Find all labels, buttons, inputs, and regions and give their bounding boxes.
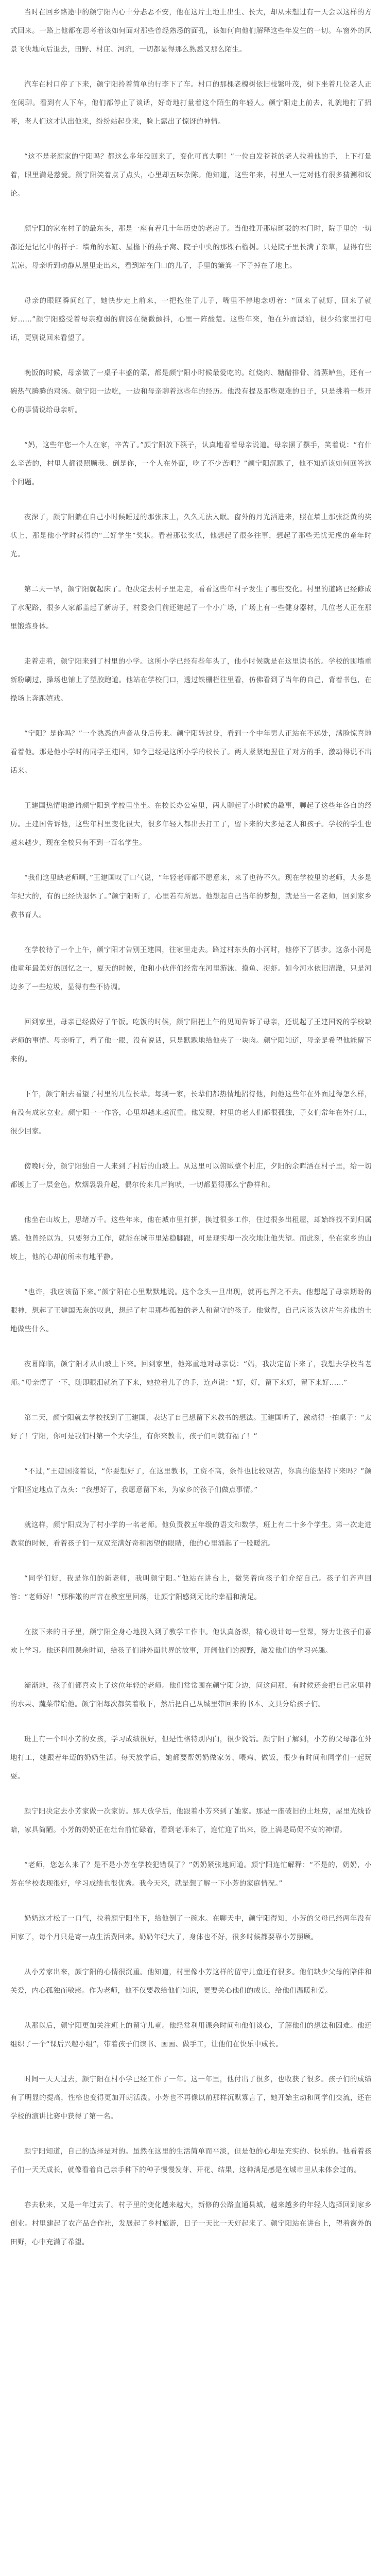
paragraph: 夜幕降临，颜宁阳才从山坡上下来。回到家里，他郑重地对母亲说：“妈，我决定留下来了，我想去学校当老师。”母亲愣了一下，随即眼泪就流了下来，她拉着儿子的手，连声说：“好，好，留下来好，留下来好……” bbox=[10, 1360, 372, 1387]
paragraph: 王建国热情地邀请颜宁阳到学校里坐坐。在校长办公室里，两人聊起了小时候的趣事，聊起了这些年各自的经历。王建国告诉他，这些年村里变化很大，很多年轻人都出去打工了，留下来的大多是老人和孩子。学校的学生也越来越少，现在全校只有不到一百名学生。 bbox=[10, 802, 372, 847]
paragraph: 夜深了，颜宁阳躺在自己小时候睡过的那张床上，久久无法入眠。窗外的月光洒进来，照在墙上那张泛黄的奖状上，那是他小学时获得的“三好学生”奖状。看着那张奖状，他想起了很多往事，想起了那些无忧无虑的童年时光。 bbox=[10, 513, 372, 558]
paragraph: 晚饭的时候，母亲做了一桌子丰盛的菜，都是颜宁阳小时候最爱吃的。红烧肉、糖醋排骨、清蒸鲈鱼，还有一碗热气腾腾的鸡汤。颜宁阳一边吃，一边和母亲聊着这些年的经历。他没有提及那些艰难的日子，只是挑着一些开心的事情说给母亲听。 bbox=[10, 369, 372, 414]
paragraph: 第二天，颜宁阳就去学校找到了王建国，表达了自己想留下来教书的想法。王建国听了，激动得一拍桌子：“太好了！宁阳，你可是我们村第一个大学生，有你来教书，孩子们可就有福了！” bbox=[10, 1414, 372, 1440]
paragraph: 下午，颜宁阳去看望了村里的几位长辈。每到一家，长辈们都热情地招待他，问他这些年在外面过得怎么样，有没有成家立业。颜宁阳一一作答，心里却越来越沉重。他发现，村里的老人们都很孤独，子女们常年在外打工，很少回家。 bbox=[10, 1090, 372, 1136]
paragraph: 从小芳家出来，颜宁阳的心情很沉重。他知道，村里像小芳这样的留守儿童还有很多。他们缺少父母的陪伴和关爱，内心孤独而敏感。作为老师，他不仅要教给他们知识，更要关心他们的成长，给他们温暖和爱。 bbox=[10, 1968, 372, 1995]
paragraph: “这不是老颜家的宁阳吗？都这么多年没回来了，变化可真大啊！”一位白发苍苍的老人拉着他的手，上下打量着，眼里满是慈爱。颜宁阳笑着点了点头，心里却五味杂陈。他知道，这些年来，村里人一定对他有很多猜测和议论。 bbox=[10, 152, 372, 198]
paragraph: 颜宁阳的家在村子的最东头，那是一座有着几十年历史的老房子。当他推开那扇斑驳的木门时，院子里的一切都还是记忆中的样子：墙角的水缸、屋檐下的燕子窝、院子中央的那棵石榴树。只是院子里长满了杂草，显得有些荒凉。母亲听到动静从屋里走出来，看到站在门口的儿子，手里的簸箕一下子掉在了地上。 bbox=[10, 225, 372, 270]
paragraph: 颜宁阳决定去小芳家做一次家访。那天放学后，他跟着小芳来到了她家。那是一座破旧的土坯房，屋里光线昏暗，家具简陋。小芳的奶奶正在灶台前忙碌着，看到老师来了，连忙迎了出来，脸上满是局促不安的神情。 bbox=[10, 1807, 372, 1834]
paragraph: “同学们好，我是你们的新老师，我叫颜宁阳。”他站在讲台上，微笑着向孩子们介绍自己。孩子们齐声回答：“老师好！”那稚嫩的声音在教室里回荡，让颜宁阳感到无比的幸福和满足。 bbox=[10, 1574, 372, 1601]
paragraph: 汽车在村口停了下来，颜宁阳拎着简单的行李下了车。村口的那棵老槐树依旧枝繁叶茂，树下坐着几位老人正在闲聊。看到有人下车，他们都停止了谈话，好奇地打量着这个陌生的年轻人。颜宁阳走上前去，礼貌地打了招呼，老人们这才认出他来，纷纷站起身来，脸上露出了惊讶的神情。 bbox=[10, 80, 372, 126]
paragraph: “我们这里缺老师啊，”王建国叹了口气说，“年轻老师都不愿意来，来了也待不久。现在学校里的老师，大多是年纪大的，有的已经快退休了。”颜宁阳听了，心里若有所思。他想起自己当年的梦想，就是当一名老师，回到家乡教书育人。 bbox=[10, 874, 372, 919]
paragraph: “妈，这些年您一个人在家，辛苦了。”颜宁阳放下筷子，认真地看着母亲说道。母亲摆了摆手，笑着说：“有什么辛苦的，村里人都很照顾我。倒是你，一个人在外面，吃了不少苦吧？”颜宁阳沉默了，他不知道该如何回答这个问题。 bbox=[10, 441, 372, 486]
paragraph: 当时在回乡路途中的颜宁阳内心十分忐忑不安，他在这片土地上出生、长大，却从未想过有一天会以这样的方式回来。一路上他都在思考着该如何面对那些曾经熟悉的面孔，该如何向他们解释这些年发生的一切。车窗外的风景飞快地向后退去，田野、村庄、河流，一切都显得那么熟悉又那么陌生。 bbox=[10, 8, 372, 54]
paragraph: 就这样，颜宁阳成为了村小学的一名老师。他负责教五年级的语文和数学，班上有二十多个学生。第一次走进教室的时候，看着孩子们一双双充满好奇和渴望的眼睛，他的心里涌起了一股暖流。 bbox=[10, 1521, 372, 1548]
paragraph: 时间一天天过去，颜宁阳在村小学已经工作了一年。这一年里，他付出了很多，也收获了很多。孩子们的成绩有了明显的提高，性格也变得更加开朗活泼。小芳也不再像以前那样沉默寡言了，她开始主动和同学们交流，还在学校的演讲比赛中获得了第一名。 bbox=[10, 2075, 372, 2121]
paragraph: 班上有一个叫小芳的女孩，学习成绩很好，但是性格特别内向，很少说话。颜宁阳了解到，小芳的父母都在外地打工，她跟着年迈的奶奶生活。每天放学后，她都要帮奶奶做家务、喂鸡、做饭，很少有时间和同学们一起玩耍。 bbox=[10, 1735, 372, 1781]
paragraph: 颜宁阳知道，自己的选择是对的。虽然在这里的生活简单而平淡，但是他的心却是充实的、快乐的。他看着孩子们一天天成长，就像看着自己亲手种下的种子慢慢发芽、开花、结果，这种满足感是在城市里从未体会过的。 bbox=[10, 2147, 372, 2174]
paragraph: 回到家里，母亲已经做好了午饭。吃饭的时候，颜宁阳把上午的见闻告诉了母亲，还说起了王建国说的学校缺老师的事情。母亲听了，看了他一眼，没有说话，只是默默地给他夹了一块肉。颜宁阳知道，母亲是希望他能留下来的。 bbox=[10, 1018, 372, 1063]
paragraph: 奶奶这才松了一口气，拉着颜宁阳坐下，给他倒了一碗水。在聊天中，颜宁阳得知，小芳的父母已经两年没有回家了，每个月只是寄一点生活费回来。奶奶年纪大了，身体也不好，很多时候都要靠小芳照顾。 bbox=[10, 1914, 372, 1941]
paragraph: 傍晚时分，颜宁阳独自一人来到了村后的山坡上。从这里可以俯瞰整个村庄，夕阳的余晖洒在村子里，给一切都镀上了一层金色。炊烟袅袅升起，偶尔传来几声狗吠，一切都显得那么宁静祥和。 bbox=[10, 1162, 372, 1189]
paragraph: 母亲的眼眶瞬间红了，她快步走上前来，一把抱住了儿子，嘴里不停地念叨着：“回来了就好，回来了就好……”颜宁阳感受着母亲瘦弱的肩膀在微微颤抖，心里一阵酸楚。这些年来，他在外面漂泊，很少给家里打电话，更别说回来看望了。 bbox=[10, 297, 372, 342]
paragraph: “老师，您怎么来了？是不是小芳在学校犯错误了？”奶奶紧张地问道。颜宁阳连忙解释：“不是的，奶奶，小芳在学校表现很好，学习成绩也很优秀。我今天来，就是想了解一下小芳的家庭情况。” bbox=[10, 1861, 372, 1888]
paragraph: “也许，我应该留下来。”颜宁阳在心里默默地说。这个念头一旦出现，就再也挥之不去。他想起了母亲期盼的眼神，想起了王建国无奈的叹息，想起了村里那些孤独的老人和留守的孩子。他觉得，自己应该为这片生养他的土地做些什么。 bbox=[10, 1288, 372, 1333]
paragraph: 渐渐地，孩子们都喜欢上了这位年轻的老师。他们常常围在颜宁阳身边，问这问那，有时候还会把自己家里种的水果、蔬菜带给他。颜宁阳每次都笑着收下，然后把自己从城里带回来的书本、文具分给孩子们。 bbox=[10, 1682, 372, 1708]
paragraph: 从那以后，颜宁阳更加关注班上的留守儿童。他经常利用课余时间和他们谈心，了解他们的想法和困难。他还组织了一个“课后兴趣小组”，带着孩子们读书、画画、做手工，让他们在快乐中成长。 bbox=[10, 2022, 372, 2048]
paragraph: 在接下来的日子里，颜宁阳全身心地投入到了教学工作中。他认真备课，精心设计每一堂课，努力让孩子们喜欢上学习。他还利用课余时间，给孩子们讲外面世界的故事，开阔他们的视野，激发他们的学习兴趣。 bbox=[10, 1628, 372, 1655]
paragraph: 第二天一早，颜宁阳就起床了。他决定去村子里走走，看看这些年村子发生了哪些变化。村里的道路已经修成了水泥路，很多人家都盖起了新房子，村委会门前还建起了一个小广场，广场上有一些健身器材，几位老人正在那里锻炼身体。 bbox=[10, 585, 372, 631]
paragraph: 走着走着，颜宁阳来到了村里的小学。这所小学已经有些年头了，他小时候就是在这里读书的。学校的围墙重新粉刷过，操场也铺上了塑胶跑道。他站在学校门口，透过铁栅栏往里看，仿佛看到了当年的自己，背着书包，在操场上奔跑嬉戏。 bbox=[10, 657, 372, 703]
paragraph: 在学校待了一个上午，颜宁阳才告别王建国，往家里走去。路过村东头的小河时，他停下了脚步。这条小河是他童年最美好的回忆之一，夏天的时候，他和小伙伴们经常在河里游泳、摸鱼、捉虾。如今河水依旧清澈，只是河边多了一些垃圾，显得有些不协调。 bbox=[10, 946, 372, 991]
paragraph: 他坐在山坡上，思绪万千。这些年来，他在城市里打拼，换过很多工作，住过很多出租屋，却始终找不到归属感。他曾经以为，只要努力工作，就能在城市里站稳脚跟，可是现实却一次次地让他失望。而此刻，坐在家乡的山坡上，他的心却前所未有地平静。 bbox=[10, 1216, 372, 1261]
paragraph: “宁阳？是你吗？”一个熟悉的声音从身后传来。颜宁阳转过身，看到一个中年男人正站在不远处，满脸惊喜地看着他。那是他小学时的同学王建国，如今已经是这所小学的校长了。两人紧紧地握住了对方的手，激动得说不出话来。 bbox=[10, 730, 372, 775]
paragraph: 春去秋来，又是一年过去了。村子里的变化越来越大，新修的公路直通县城，越来越多的年轻人选择回到家乡创业。村里建起了农产品合作社，发展起了乡村旅游，日子一天比一天好起来了。颜宁阳站在讲台上，望着窗外的田野，心中充满了希望。 bbox=[10, 2201, 372, 2246]
article-body bbox=[10, 3, 372, 2251]
paragraph: “不过，”王建国接着说，“你要想好了，在这里教书，工资不高，条件也比较艰苦，你真的能坚持下来吗？”颜宁阳坚定地点了点头：“我想好了，我愿意留下来，为家乡的孩子们做点事情。” bbox=[10, 1467, 372, 1494]
